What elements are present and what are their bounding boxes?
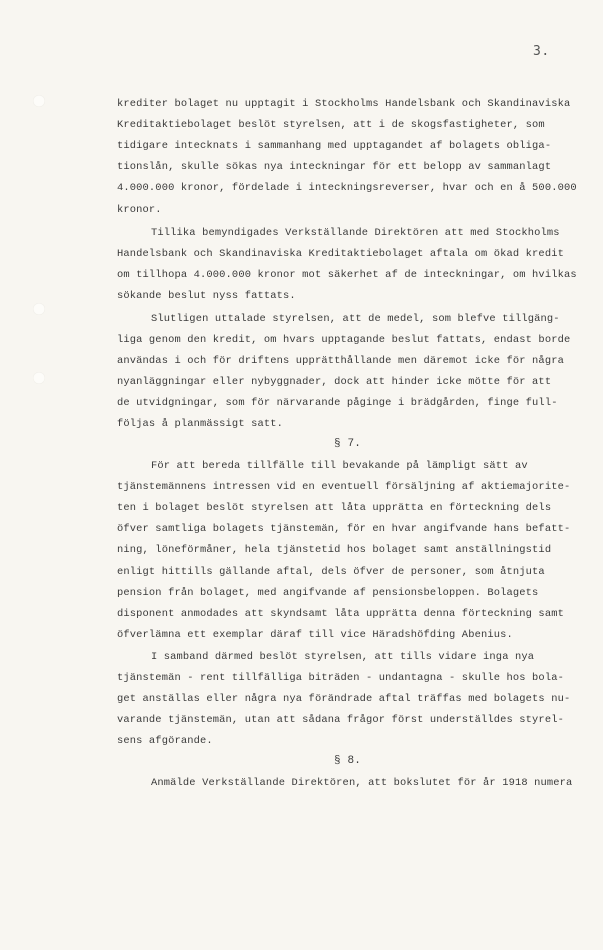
text-line: öfver samtliga bolagets tjänstemän, för en hvar angifvande hans befatt-: [117, 523, 571, 535]
text-line: I samband därmed beslöt styrelsen, att tills vidare inga nya: [151, 651, 535, 663]
text-line: Anmälde Verkställande Direktören, att bokslutet för år 1918 numera: [151, 777, 573, 789]
text-line: följas å planmässigt satt.: [117, 418, 284, 430]
text-line: sökande beslut nyss fattats.: [117, 290, 296, 302]
text-line: tidigare intecknats i sammanhang med upptagandet af bolagets obliga-: [117, 140, 552, 152]
text-line: ning, löneförmåner, hela tjänstetid hos bolaget samt anställningstid: [117, 544, 552, 556]
text-line: pension från bolaget, med angifvande af pensionsbeloppen. Bolagets: [117, 587, 539, 599]
punch-hole: [33, 303, 45, 315]
punch-hole: [33, 372, 45, 384]
text-line: tjänstemän - rent tillfälliga biträden - undantagna - skulle hos bola-: [117, 672, 564, 684]
text-line: enligt hittills gällande aftal, dels öfver de personer, som åtnjuta: [117, 566, 545, 578]
page-number: 3.: [533, 44, 550, 59]
text-line: de utvidgningar, som för närvarande påginge i brädgården, finge full-: [117, 397, 558, 409]
text-line: användas i och för driftens upprätthållande men däremot icke för några: [117, 355, 564, 367]
text-line: tionslån, skulle sökas nya inteckningar för ett belopp av sammanlagt: [117, 161, 552, 173]
text-line: öfverlämna ett exemplar däraf till vice Häradshöfding Abenius.: [117, 629, 513, 641]
text-line: Tillika bemyndigades Verkställande Direktören att med Stockholms: [151, 227, 560, 239]
punch-hole: [33, 95, 45, 107]
text-line: 4.000.000 kronor, fördelade i inteckningsreverser, hvar och en å 500.000: [117, 182, 577, 194]
text-line: kronor.: [117, 204, 162, 216]
text-line: nyanläggningar eller nybyggnader, dock att hinder icke mötte för att: [117, 376, 552, 388]
text-line: Handelsbank och Skandinaviska Kreditaktiebolaget aftala om ökad kredit: [117, 248, 564, 260]
text-line: disponent anmodades att skyndsamt låta upprätta denna förteckning samt: [117, 608, 564, 620]
section-heading: § 7.: [334, 438, 362, 450]
text-line: För att bereda tillfälle till bevakande på lämpligt sätt av: [151, 460, 528, 472]
text-line: varande tjänstemän, utan att sådana frågor först underställdes styrel-: [117, 714, 564, 726]
text-line: get anställas eller några nya förändrade aftal träffas med bolagets nu-: [117, 693, 571, 705]
text-line: om tillhopa 4.000.000 kronor mot säkerhet af de inteckningar, om hvilkas: [117, 269, 577, 281]
text-line: krediter bolaget nu upptagit i Stockholms Handelsbank och Skandinaviska: [117, 98, 571, 110]
text-line: sens afgörande.: [117, 735, 213, 747]
text-line: liga genom den kredit, om hvars upptagande beslut fattats, endast borde: [117, 334, 571, 346]
text-line: ten i bolaget beslöt styrelsen att låta upprätta en förteckning dels: [117, 502, 552, 514]
text-line: Kreditaktiebolaget beslöt styrelsen, att i de skogsfastigheter, som: [117, 119, 545, 131]
text-line: tjänstemännens intressen vid en eventuell försäljning af aktiemajorite-: [117, 481, 571, 493]
section-heading: § 8.: [334, 755, 362, 767]
text-line: Slutligen uttalade styrelsen, att de medel, som blefve tillgäng-: [151, 313, 560, 325]
